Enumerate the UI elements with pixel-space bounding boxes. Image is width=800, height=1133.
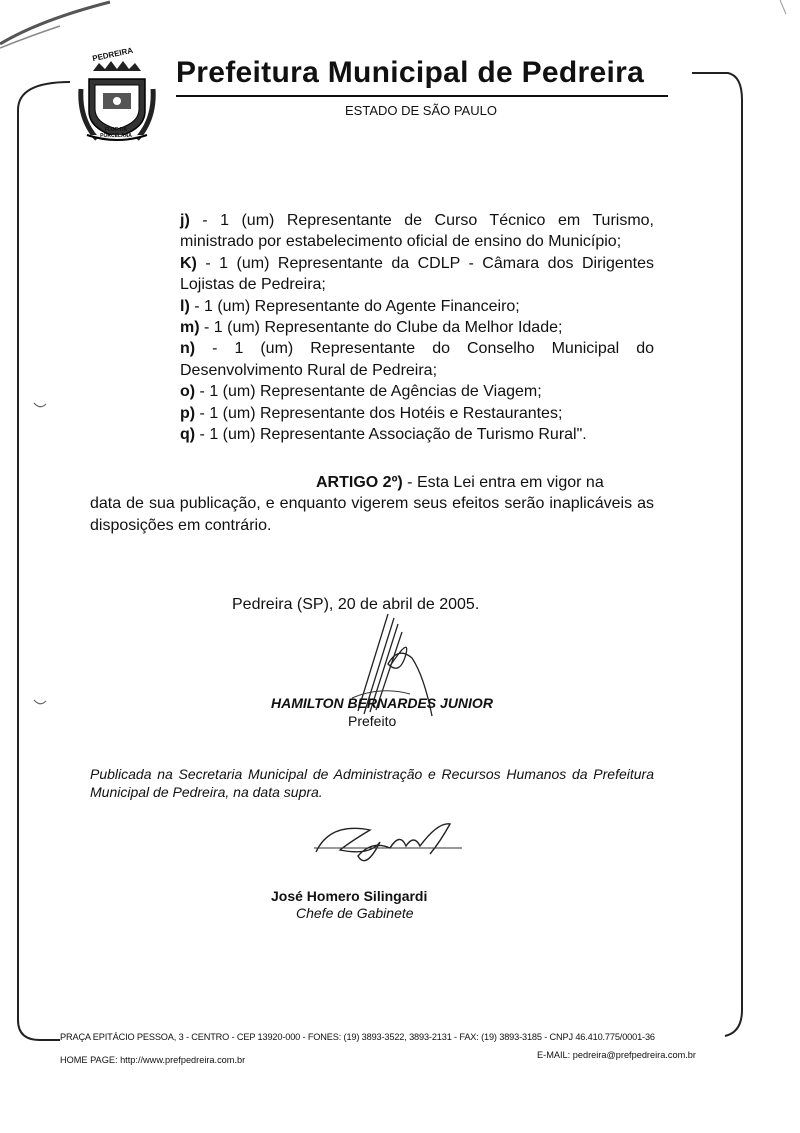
- footer-address: PRAÇA EPITÁCIO PESSOA, 3 - CENTRO - CEP 13920-000 - FONES: (19) 3893-3522, 3893-2131 - FAX: (19) 3893-3185 - CNPJ 46.410.775/0001-36: [60, 1032, 655, 1042]
- list-item-letter: q): [180, 426, 196, 444]
- article-first-line: [90, 472, 654, 493]
- list-item: [180, 210, 654, 253]
- list-item: [180, 317, 654, 338]
- mayor-role: Prefeito: [348, 713, 397, 729]
- punch-hole-mark: [34, 403, 46, 407]
- footer-email[interactable]: E-MAIL: pedreira@prefpedreira.com.br: [537, 1050, 696, 1060]
- article-body: data de sua publicação, e enquanto vigerem seus efeitos serão inaplicáveis as disposições em contrário.: [90, 495, 654, 534]
- representatives-list: [180, 210, 654, 445]
- frame-right-line: [692, 73, 742, 1036]
- chief-signature: [310, 812, 470, 872]
- page-subtitle: ESTADO DE SÃO PAULO: [345, 103, 497, 118]
- list-item-letter: o): [180, 383, 196, 401]
- list-item-letter: j): [180, 212, 190, 229]
- punch-hole-mark: [34, 700, 46, 704]
- list-item-text: - 1 (um) Representante da CDLP - Câmara dos Dirigentes Lojistas de Pedreira;: [180, 254, 654, 294]
- article-first-text: - Esta Lei entra em vigor na: [402, 474, 604, 491]
- scan-streak: [0, 2, 110, 44]
- list-item-letter: l): [180, 297, 190, 315]
- article-label: ARTIGO 2º): [316, 474, 403, 491]
- chief-role: Chefe de Gabinete: [296, 905, 414, 921]
- list-item-letter: K): [180, 254, 197, 272]
- list-item-letter: n): [180, 340, 196, 358]
- list-item: [180, 403, 654, 424]
- footer-homepage[interactable]: HOME PAGE: http://www.prefpedreira.com.br: [60, 1055, 246, 1065]
- list-item-text: - 1 (um) Representante do Conselho Municipal do Desenvolvimento Rural de Pedreira;: [180, 340, 654, 379]
- list-item-text: - 1 (um) Representante de Agências de Viagem;: [195, 383, 542, 401]
- crest-top-text: PEDREIRA: [91, 45, 134, 64]
- list-item: [180, 424, 654, 445]
- list-item: [180, 253, 654, 296]
- mayor-name: HAMILTON BERNARDES JUNIOR: [271, 695, 493, 711]
- dateline: Pedreira (SP), 20 de abril de 2005.: [232, 596, 480, 613]
- list-item-text: - 1 (um) Representante Associação de Turismo Rural".: [195, 426, 587, 444]
- article-2: [90, 472, 654, 536]
- list-item-letter: p): [180, 404, 196, 422]
- chief-name: José Homero Silingardi: [271, 888, 428, 904]
- publication-note: [90, 765, 654, 801]
- list-item-text: - 1 (um) Representante do Agente Financeiro;: [189, 297, 520, 315]
- list-item-text: - 1 (um) Representante do Clube da Melhor Idade;: [199, 319, 563, 337]
- list-item-text: - 1 (um) Representante dos Hotéis e Restaurantes;: [195, 404, 563, 422]
- list-item: [180, 338, 654, 381]
- frame-left-line: [18, 82, 70, 1040]
- publication-note-text: Publicada na Secretaria Municipal de Administração e Recursos Humanos da Prefeitura Municipal de Pedreira, na data supra.: [90, 766, 654, 800]
- list-item: [180, 296, 654, 317]
- list-item-letter: m): [180, 319, 200, 337]
- page-title: Prefeitura Municipal de Pedreira: [176, 56, 645, 89]
- list-item-text: - 1 (um) Representante de Curso Técnico em Turismo, ministrado por estabelecimento oficial de ensino do Município;: [180, 212, 654, 251]
- crest-bottom-text: FLOR DA PORCELANA: [100, 127, 132, 139]
- list-item: [180, 381, 654, 402]
